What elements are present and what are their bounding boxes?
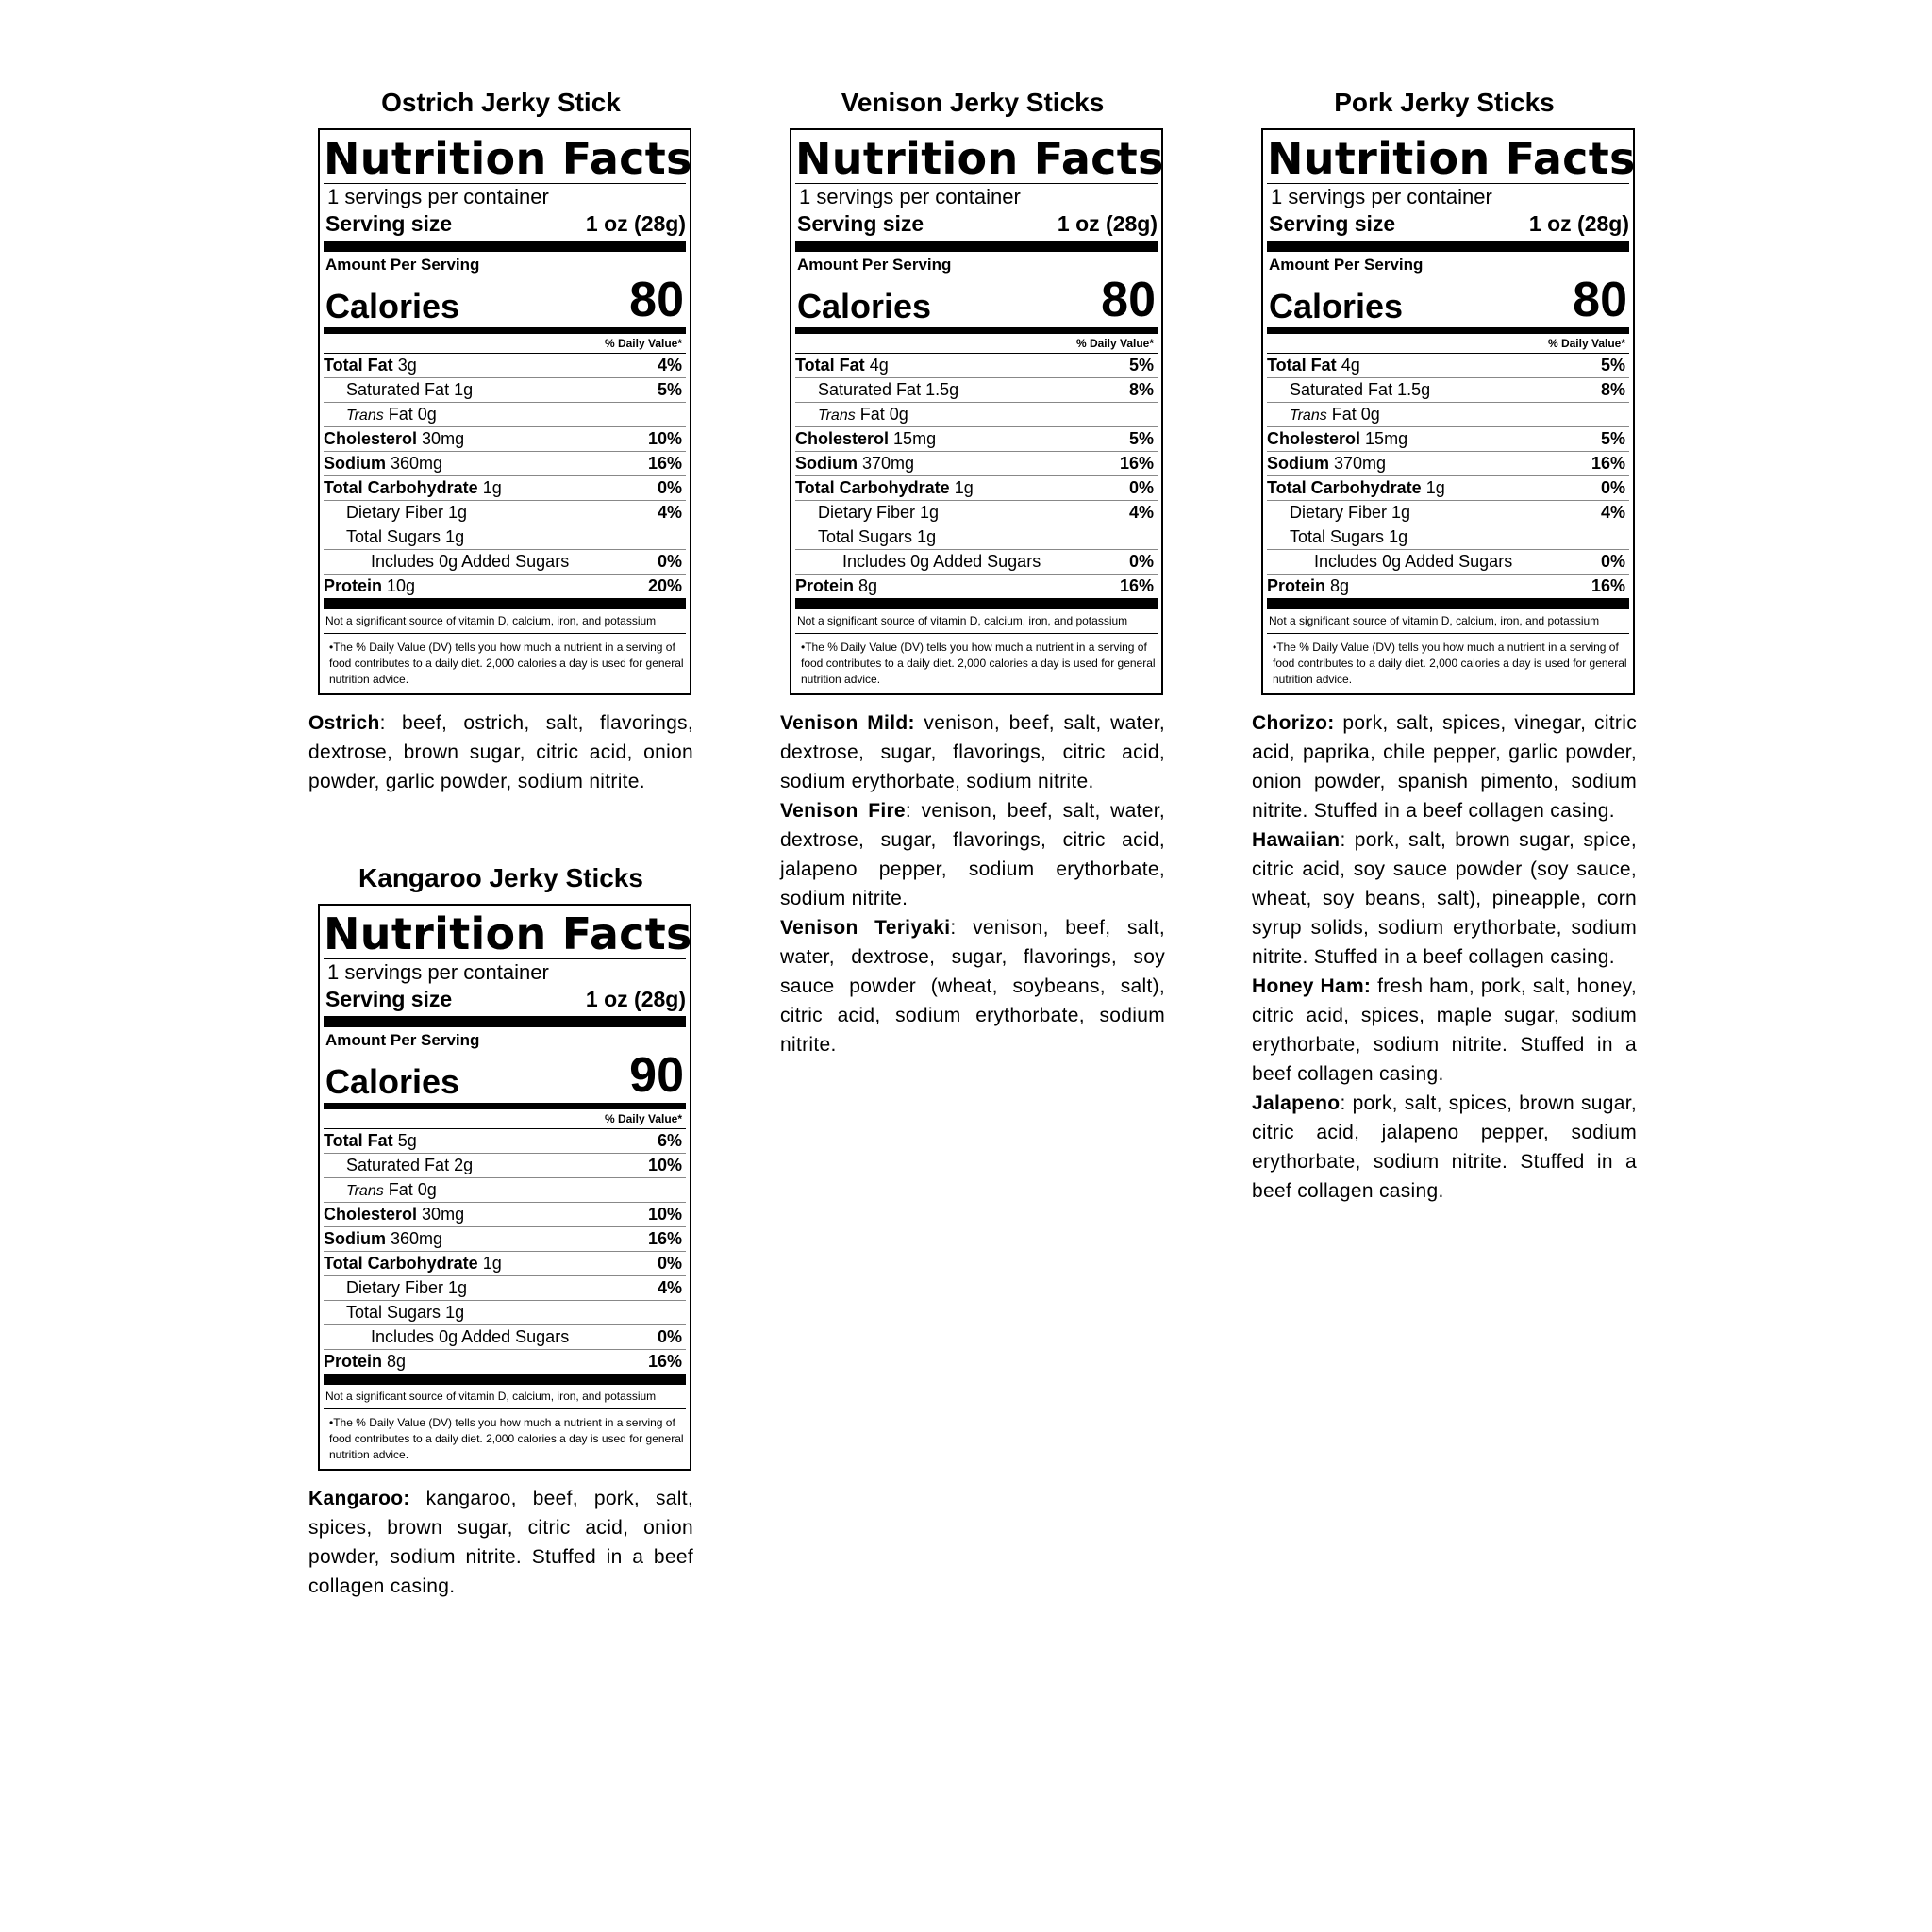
nutrient-amount: 1g <box>445 1303 465 1322</box>
daily-value-percent: 16% <box>647 1352 682 1371</box>
nutrient-amount: 1g <box>454 380 474 399</box>
servings-per-container: 1 servings per container <box>795 183 1158 210</box>
daily-value-percent: 16% <box>647 1229 682 1248</box>
thick-divider <box>324 598 686 609</box>
nutrient-label: Fat <box>859 405 885 424</box>
nutrient-amount: 3g <box>397 356 417 375</box>
thick-divider <box>1267 598 1629 609</box>
daily-value-percent: 16% <box>647 454 682 473</box>
daily-value-percent: 5% <box>1128 356 1154 375</box>
ingredient-variety-name: Venison Mild: <box>780 712 915 734</box>
nutrient-label: Saturated Fat <box>1290 380 1393 399</box>
serving-size-row <box>795 210 1158 241</box>
nutrient-amount: 1.5g <box>925 380 959 399</box>
ingredient-paragraph <box>1252 972 1637 1089</box>
thick-divider <box>1267 241 1629 252</box>
nutrient-label: Dietary Fiber <box>346 1278 444 1297</box>
nutrition-facts-panel <box>1261 128 1635 695</box>
ingredient-paragraph <box>308 1484 693 1601</box>
daily-value-percent: 10% <box>647 1156 682 1174</box>
product-title: Pork Jerky Sticks <box>1334 88 1555 117</box>
nutrient-amount: 2g <box>454 1156 474 1174</box>
ingredient-list: fresh ham, pork, salt, honey, citric acid, spices, maple sugar, sodium erythorbate, sodium nitrite. Stuffed in a beef collagen casing. <box>1252 975 1637 1085</box>
daily-value-footnote: •The % Daily Value (DV) tells you how much a nutrient in a serving of food contributes to a daily diet. 2,000 calories a day is used for general nutrition advice. <box>801 641 1156 686</box>
nutrient-label: Includes <box>1314 552 1378 571</box>
nutrient-amount: 15mg <box>1365 429 1408 448</box>
ingredient-list: pork, salt, spices, vinegar, citric acid, paprika, chile pepper, garlic powder, onion powder, spanish pimento, sodium nitrite. Stuffed in a beef collagen casing. <box>1252 712 1637 822</box>
nutrient-amount: 0g <box>1382 552 1402 571</box>
nutrient-amount: 1g <box>448 503 468 522</box>
nutrient-amount: 1g <box>917 527 937 546</box>
nutrient-amount: 8g <box>858 576 878 595</box>
protein-row <box>324 1350 686 1374</box>
kangaroo-jerky-column <box>308 862 693 1601</box>
nutrient-label: Saturated Fat <box>346 380 450 399</box>
nutrition-facts-panel <box>318 128 691 695</box>
nutrient-label: Protein <box>324 1352 383 1371</box>
ingredient-variety-name: Venison Teriyaki <box>780 917 951 939</box>
calories-value: 80 <box>1101 273 1156 327</box>
nutrient-label: Added Sugars <box>933 552 1041 571</box>
daily-value-footnote: •The % Daily Value (DV) tells you how much a nutrient in a serving of food contributes to a daily diet. 2,000 calories a day is used for general nutrition advice. <box>329 1416 684 1461</box>
calories-value: 80 <box>1573 273 1627 327</box>
daily-value-percent: 4% <box>1128 503 1154 522</box>
daily-value-percent: 20% <box>647 576 682 595</box>
calories-row <box>324 1050 686 1103</box>
calories-label: Calories <box>325 1062 460 1101</box>
nutrient-amount: 0g <box>889 405 908 424</box>
thick-divider <box>324 241 686 252</box>
calories-row <box>1267 275 1629 327</box>
daily-value-percent: 16% <box>1119 454 1154 473</box>
nutrient-amount: 4g <box>869 356 889 375</box>
added-sugars-row <box>795 550 1158 575</box>
medium-divider <box>1267 327 1629 334</box>
daily-value-footnote: •The % Daily Value (DV) tells you how much a nutrient in a serving of food contributes to a daily diet. 2,000 calories a day is used for general nutrition advice. <box>1273 641 1627 686</box>
not-significant-note: Not a significant source of vitamin D, calcium, iron, and potassium <box>795 609 1158 634</box>
thick-divider <box>795 241 1158 252</box>
nutrient-amount: 1g <box>1389 527 1408 546</box>
servings-per-container: 1 servings per container <box>1267 183 1629 210</box>
nutrient-amount: 30mg <box>422 429 465 448</box>
nutrient-amount: 10g <box>387 576 416 595</box>
added-sugars-row <box>1267 550 1629 575</box>
daily-value-percent: 4% <box>657 1278 682 1297</box>
ingredient-paragraph <box>1252 1089 1637 1206</box>
nutrient-label: Fat <box>388 1180 413 1199</box>
serving-size-label: Serving size <box>325 987 453 1011</box>
nutrient-amount: 4g <box>1341 356 1360 375</box>
nutrition-facts-heading: Nutrition Facts <box>1267 133 1636 184</box>
nutrient-label: Fat <box>388 405 413 424</box>
ingredient-list: : pork, salt, spices, brown sugar, citric acid, jalapeno pepper, sodium erythorbate, sodium nitrite. Stuffed in a beef collagen casing. <box>1252 1092 1637 1202</box>
ingredient-variety-name: Kangaroo: <box>308 1488 410 1509</box>
serving-size-value: 1 oz (28g) <box>585 211 686 236</box>
nutrient-label: Total Fat <box>324 1131 393 1150</box>
nutrient-label: Includes <box>842 552 907 571</box>
saturated-fat-row <box>324 1154 686 1178</box>
ingredient-paragraph <box>308 708 693 796</box>
not-significant-note: Not a significant source of vitamin D, calcium, iron, and potassium <box>324 1385 686 1409</box>
servings-per-container: 1 servings per container <box>324 958 686 986</box>
ingredients-block <box>780 708 1165 1059</box>
daily-value-percent: 16% <box>1119 576 1154 595</box>
product-title: Kangaroo Jerky Sticks <box>358 863 643 892</box>
ingredient-paragraph <box>780 796 1165 913</box>
calories-label: Calories <box>797 287 932 325</box>
ingredient-list: : venison, beef, salt, water, dextrose, sugar, flavorings, citric acid, jalapeno pepper, sodium erythorbate, sodium nitrite. <box>780 800 1165 909</box>
daily-value-percent: 8% <box>1600 380 1625 399</box>
servings-per-container: 1 servings per container <box>324 183 686 210</box>
daily-value-heading: % Daily Value* <box>795 334 1158 354</box>
saturated-fat-row <box>324 378 686 403</box>
total-fat-row <box>795 354 1158 378</box>
nutrient-label: Total Fat <box>324 356 393 375</box>
nutrient-label: Total Carbohydrate <box>795 478 950 497</box>
protein-row <box>795 575 1158 598</box>
nutrient-label: Cholesterol <box>324 1205 418 1224</box>
nutrient-amount: 1g <box>920 503 940 522</box>
nutrient-label: Sodium <box>795 454 858 473</box>
ingredient-variety-name: Venison Fire <box>780 800 906 822</box>
total-sugars-row <box>795 525 1158 550</box>
calories-label: Calories <box>325 287 460 325</box>
daily-value-heading: % Daily Value* <box>324 1109 686 1129</box>
serving-size-label: Serving size <box>797 211 924 236</box>
not-significant-note: Not a significant source of vitamin D, calcium, iron, and potassium <box>1267 609 1629 634</box>
daily-value-percent: 0% <box>1128 552 1154 571</box>
medium-divider <box>324 327 686 334</box>
trans-fat-row <box>1267 403 1629 427</box>
serving-size-row <box>324 210 686 241</box>
ingredient-paragraph <box>1252 708 1637 825</box>
daily-value-percent: 0% <box>657 552 682 571</box>
ingredient-paragraph <box>780 913 1165 1059</box>
nutrient-label: Protein <box>1267 576 1326 595</box>
added-sugars-row <box>324 550 686 575</box>
protein-row <box>1267 575 1629 598</box>
nutrient-label: Total Fat <box>1267 356 1337 375</box>
nutrient-label: Cholesterol <box>324 429 418 448</box>
thick-divider <box>795 598 1158 609</box>
nutrient-amount: 0g <box>417 1180 437 1199</box>
nutrient-label: Added Sugars <box>1405 552 1513 571</box>
daily-value-percent: 5% <box>1128 429 1154 448</box>
total-fat-row <box>1267 354 1629 378</box>
medium-divider <box>324 1103 686 1109</box>
serving-size-row <box>1267 210 1629 241</box>
calories-label: Calories <box>1269 287 1404 325</box>
nutrient-label: Added Sugars <box>461 1327 570 1346</box>
daily-value-percent: 16% <box>1591 454 1625 473</box>
serving-size-value: 1 oz (28g) <box>1057 211 1158 236</box>
ingredients-block <box>1252 708 1637 1206</box>
ingredient-list: : venison, beef, salt, water, dextrose, sugar, flavorings, soy sauce powder (wheat, soybeans, salt), citric acid, sodium erythorbate, sodium nitrite. <box>780 917 1165 1056</box>
nutrient-amount: 360mg <box>391 454 443 473</box>
daily-value-percent: 4% <box>657 503 682 522</box>
nutrient-amount: 0g <box>910 552 930 571</box>
daily-value-percent: 0% <box>1128 478 1154 497</box>
dietary-fiber-row <box>1267 501 1629 525</box>
nutrient-amount: 1g <box>1425 478 1445 497</box>
cholesterol-row <box>324 1203 686 1227</box>
total-sugars-row <box>1267 525 1629 550</box>
nutrient-label: Total Sugars <box>818 527 913 546</box>
ingredient-list: kangaroo, beef, pork, salt, spices, brown sugar, citric acid, onion powder, sodium nitrite. Stuffed in a beef collagen casing. <box>308 1488 693 1597</box>
thick-divider <box>324 1016 686 1027</box>
serving-size-value: 1 oz (28g) <box>585 987 686 1011</box>
nutrient-amount: 15mg <box>893 429 937 448</box>
calories-value: 90 <box>629 1048 684 1103</box>
cholesterol-row <box>1267 427 1629 452</box>
nutrient-amount: 1.5g <box>1397 380 1431 399</box>
daily-value-footnote: •The % Daily Value (DV) tells you how much a nutrient in a serving of food contributes to a daily diet. 2,000 calories a day is used for general nutrition advice. <box>329 641 684 686</box>
daily-value-percent: 4% <box>657 356 682 375</box>
nutrient-amount: 1g <box>954 478 974 497</box>
total-carbohydrate-row <box>324 1252 686 1276</box>
ostrich-jerky-column <box>308 87 693 796</box>
total-carbohydrate-row <box>324 476 686 501</box>
nutrient-amount: 0g <box>1360 405 1380 424</box>
serving-size-label: Serving size <box>1269 211 1396 236</box>
pork-jerky-column <box>1252 87 1637 1206</box>
daily-value-percent: 0% <box>657 1254 682 1273</box>
nutrient-label: Total Carbohydrate <box>324 478 478 497</box>
ingredient-paragraph <box>780 708 1165 796</box>
product-title: Venison Jerky Sticks <box>841 88 1105 117</box>
ingredients-block <box>308 708 693 796</box>
nutrient-amount: 370mg <box>1334 454 1387 473</box>
nutrient-amount: 0g <box>439 552 458 571</box>
cholesterol-row <box>795 427 1158 452</box>
amount-per-serving: Amount Per Serving <box>325 1031 480 1049</box>
nutrition-facts-heading: Nutrition Facts <box>795 133 1164 184</box>
nutrient-label-italic: Trans <box>818 408 856 424</box>
nutrient-label: Protein <box>324 576 383 595</box>
nutrient-amount: 0g <box>417 405 437 424</box>
sodium-row <box>324 1227 686 1252</box>
daily-value-percent: 0% <box>1600 478 1625 497</box>
ingredient-variety-name: Hawaiian <box>1252 829 1341 851</box>
nutrient-amount: 1g <box>482 1254 502 1273</box>
daily-value-percent: 8% <box>1128 380 1154 399</box>
trans-fat-row <box>795 403 1158 427</box>
nutrient-label: Cholesterol <box>795 429 890 448</box>
saturated-fat-row <box>795 378 1158 403</box>
total-carbohydrate-row <box>1267 476 1629 501</box>
nutrient-amount: 30mg <box>422 1205 465 1224</box>
nutrient-label: Dietary Fiber <box>1290 503 1388 522</box>
nutrient-label: Saturated Fat <box>818 380 922 399</box>
nutrient-amount: 1g <box>1391 503 1411 522</box>
protein-row <box>324 575 686 598</box>
not-significant-note: Not a significant source of vitamin D, calcium, iron, and potassium <box>324 609 686 634</box>
nutrient-label: Total Carbohydrate <box>324 1254 478 1273</box>
thick-divider <box>324 1374 686 1385</box>
nutrient-amount: 8g <box>1330 576 1350 595</box>
dietary-fiber-row <box>795 501 1158 525</box>
nutrient-label: Dietary Fiber <box>346 503 444 522</box>
daily-value-percent: 16% <box>1591 576 1625 595</box>
daily-value-percent: 6% <box>657 1131 682 1150</box>
dietary-fiber-row <box>324 1276 686 1301</box>
daily-value-percent: 0% <box>1600 552 1625 571</box>
nutrient-label: Includes <box>371 552 435 571</box>
product-title: Ostrich Jerky Stick <box>381 88 621 117</box>
nutrition-facts-heading: Nutrition Facts <box>324 133 692 184</box>
daily-value-heading: % Daily Value* <box>1267 334 1629 354</box>
daily-value-percent: 4% <box>1600 503 1625 522</box>
nutrient-label: Total Fat <box>795 356 865 375</box>
calories-row <box>795 275 1158 327</box>
nutrient-label: Total Sugars <box>346 527 441 546</box>
ingredients-block <box>308 1484 693 1601</box>
ingredient-variety-name: Ostrich <box>308 712 380 734</box>
sodium-row <box>324 452 686 476</box>
nutrient-amount: 360mg <box>391 1229 443 1248</box>
amount-per-serving: Amount Per Serving <box>325 256 480 274</box>
ingredient-variety-name: Honey Ham: <box>1252 975 1372 997</box>
serving-size-value: 1 oz (28g) <box>1528 211 1629 236</box>
nutrient-amount: 0g <box>439 1327 458 1346</box>
total-carbohydrate-row <box>795 476 1158 501</box>
calories-row <box>324 275 686 327</box>
amount-per-serving: Amount Per Serving <box>797 256 952 274</box>
nutrient-label: Total Sugars <box>346 1303 441 1322</box>
trans-fat-row <box>324 1178 686 1203</box>
total-fat-row <box>324 1129 686 1154</box>
added-sugars-row <box>324 1325 686 1350</box>
nutrient-label: Sodium <box>324 454 386 473</box>
nutrient-label: Added Sugars <box>461 552 570 571</box>
cholesterol-row <box>324 427 686 452</box>
daily-value-percent: 10% <box>647 1205 682 1224</box>
serving-size-row <box>324 986 686 1016</box>
nutrient-amount: 1g <box>482 478 502 497</box>
amount-per-serving: Amount Per Serving <box>1269 256 1424 274</box>
daily-value-percent: 5% <box>1600 356 1625 375</box>
nutrient-label: Protein <box>795 576 855 595</box>
venison-jerky-column <box>780 87 1165 1059</box>
daily-value-percent: 5% <box>657 380 682 399</box>
nutrient-amount: 8g <box>387 1352 407 1371</box>
total-sugars-row <box>324 525 686 550</box>
nutrient-label-italic: Trans <box>346 1183 384 1199</box>
nutrient-label: Includes <box>371 1327 435 1346</box>
nutrient-amount: 5g <box>397 1131 417 1150</box>
total-sugars-row <box>324 1301 686 1325</box>
nutrition-facts-panel <box>318 904 691 1471</box>
daily-value-percent: 5% <box>1600 429 1625 448</box>
nutrition-facts-heading: Nutrition Facts <box>324 908 692 959</box>
nutrient-label: Sodium <box>324 1229 386 1248</box>
serving-size-label: Serving size <box>325 211 453 236</box>
saturated-fat-row <box>1267 378 1629 403</box>
nutrient-label-italic: Trans <box>1290 408 1327 424</box>
sodium-row <box>1267 452 1629 476</box>
total-fat-row <box>324 354 686 378</box>
ingredient-paragraph <box>1252 825 1637 972</box>
trans-fat-row <box>324 403 686 427</box>
nutrient-label: Dietary Fiber <box>818 503 916 522</box>
nutrient-label: Total Carbohydrate <box>1267 478 1422 497</box>
nutrient-label: Fat <box>1331 405 1357 424</box>
daily-value-percent: 0% <box>657 1327 682 1346</box>
nutrient-amount: 1g <box>448 1278 468 1297</box>
sodium-row <box>795 452 1158 476</box>
daily-value-heading: % Daily Value* <box>324 334 686 354</box>
ingredient-variety-name: Jalapeno <box>1252 1092 1341 1114</box>
daily-value-percent: 0% <box>657 478 682 497</box>
nutrient-label: Total Sugars <box>1290 527 1385 546</box>
dietary-fiber-row <box>324 501 686 525</box>
nutrition-facts-panel <box>790 128 1163 695</box>
ingredient-variety-name: Chorizo: <box>1252 712 1335 734</box>
nutrient-amount: 370mg <box>862 454 915 473</box>
nutrient-label: Cholesterol <box>1267 429 1361 448</box>
nutrient-label-italic: Trans <box>346 408 384 424</box>
nutrient-label: Saturated Fat <box>346 1156 450 1174</box>
ingredient-list: venison, beef, salt, water, dextrose, sugar, flavorings, citric acid, sodium erythorbate, sodium nitrite. <box>780 712 1166 792</box>
medium-divider <box>795 327 1158 334</box>
daily-value-percent: 10% <box>647 429 682 448</box>
nutrient-label: Sodium <box>1267 454 1329 473</box>
calories-value: 80 <box>629 273 684 327</box>
nutrient-amount: 1g <box>445 527 465 546</box>
ingredient-list: : pork, salt, brown sugar, spice, citric acid, soy sauce powder (soy sauce, wheat, soy beans, salt), pineapple, corn syrup solids, sodium erythorbate, sodium nitrite. Stuffed in a beef collagen casing. <box>1252 829 1637 968</box>
ingredient-list: : beef, ostrich, salt, flavorings, dextrose, brown sugar, citric acid, onion powder, garlic powder, sodium nitrite. <box>308 712 693 792</box>
